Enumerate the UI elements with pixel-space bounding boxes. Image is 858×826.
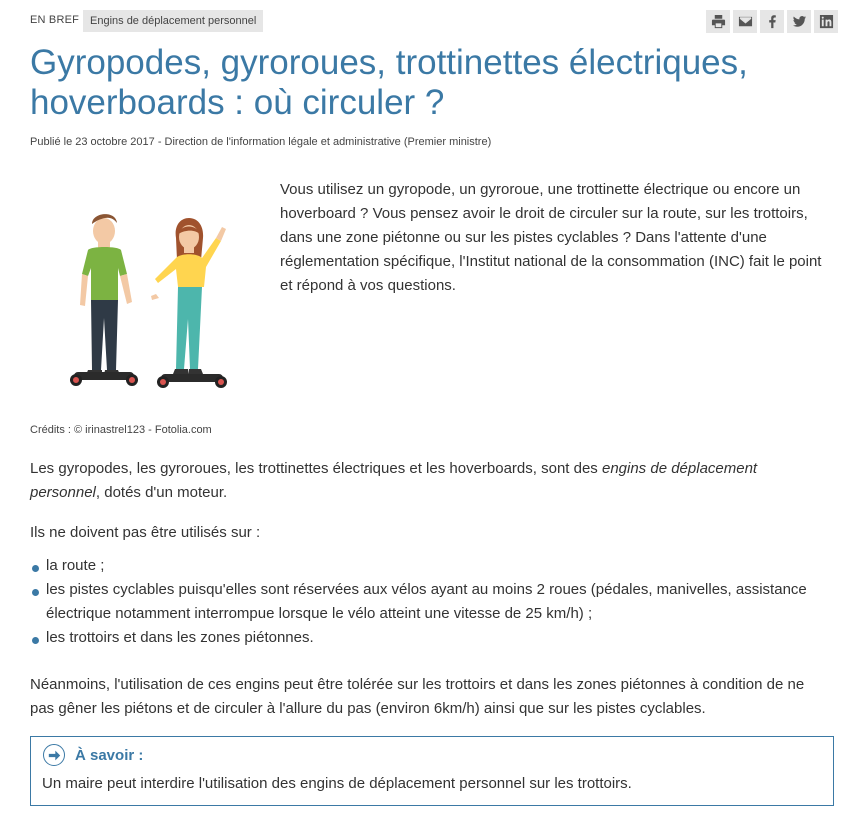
a-savoir-header (43, 744, 143, 766)
paragraph-tolerance: Néanmoins, l'utilisation de ces engins peut être tolérée sur les trottoirs et dans les zones piétonnes à condition de ne pas gêner les piétons et de circuler à l'allure du pas (environ 6km/h) ainsi que sur les pistes cyclables. (30, 676, 805, 717)
image-credits: Crédits : © irinastrel123 - Fotolia.com (30, 424, 212, 436)
list-item: les pistes cyclables puisqu'elles sont réservées aux vélos ayant au moins 2 roues (pédales, manivelles, assistance électrique notamment interrompue lorsque le vélo atteint une vitesse de 25 km/h) ; (30, 578, 830, 626)
twitter-icon (792, 14, 807, 29)
list-item: les trottoirs et dans les zones piétonnes. (30, 626, 830, 650)
a-savoir-title: À savoir : (75, 746, 144, 764)
mail-icon (738, 14, 753, 29)
publication-info: Publié le 23 octobre 2017 - Direction de l'information légale et administrative (Premier ministre) (30, 136, 492, 148)
facebook-icon (765, 14, 780, 29)
share-toolbar (706, 10, 838, 33)
p1-emphasis: engins de déplacement personnel (30, 460, 758, 501)
print-button[interactable] (706, 10, 730, 33)
woman-figure (151, 218, 227, 388)
intro-paragraph: Vous utilisez un gyropode, un gyroroue, une trottinette électrique ou encore un hoverboard ? Vous pensez avoir le droit de circuler sur la route, sur les trottoirs, dans une zone piétonne ou sur les pistes cyclables ? Dans l'attente d'une réglementation spécifique, l'Institut national de la consommation (INC) fait le point et répond à vos questions. (280, 181, 822, 294)
list-item: la route ; (30, 554, 830, 578)
paragraph-restrictions: Ils ne doivent pas être utilisés sur : (30, 524, 261, 541)
man-figure (70, 214, 138, 386)
paragraph-definition (30, 457, 830, 505)
facebook-button[interactable] (760, 10, 784, 33)
category-tag[interactable]: Engins de déplacement personnel (83, 10, 263, 32)
restrictions-list (30, 554, 830, 650)
print-icon (711, 14, 726, 29)
p1-text-end: , dotés d'un moteur. (95, 484, 228, 501)
illustration-image (58, 200, 248, 400)
mail-button[interactable] (733, 10, 757, 33)
kicker-label: EN BREF (30, 14, 80, 26)
twitter-button[interactable] (787, 10, 811, 33)
a-savoir-box (30, 736, 834, 806)
top-bar (30, 10, 838, 34)
page-title: Gyropodes, gyroroues, trottinettes électriques, hoverboards : où circuler ? (30, 43, 748, 122)
a-savoir-text: Un maire peut interdire l'utilisation des engins de déplacement personnel sur les trottoirs. (42, 775, 632, 792)
linkedin-icon (819, 14, 834, 29)
linkedin-button[interactable] (814, 10, 838, 33)
p1-text-start: Les gyropodes, les gyroroues, les trottinettes électriques et les hoverboards, sont des (30, 460, 602, 477)
arrow-right-icon (43, 744, 65, 766)
